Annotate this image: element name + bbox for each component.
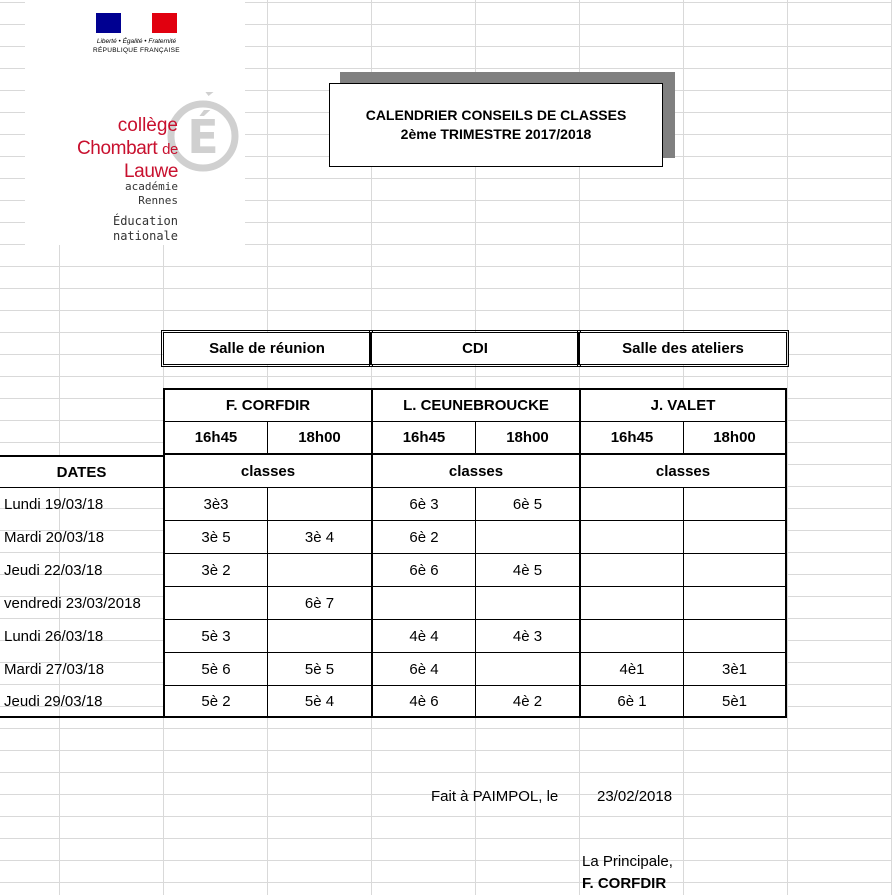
schedule-cell[interactable]	[579, 587, 683, 620]
college-name: Chombart de Lauwe	[76, 138, 178, 182]
schedule-cell[interactable]: 6è 1	[579, 686, 683, 718]
schedule-cell[interactable]: 5è 6	[163, 653, 267, 686]
dates-header[interactable]: DATES	[0, 455, 163, 488]
schedule-cell[interactable]	[475, 587, 579, 620]
schedule-cell[interactable]	[579, 488, 683, 521]
schedule-cell[interactable]: 6è 3	[371, 488, 475, 521]
footer-role[interactable]: La Principale,	[582, 853, 673, 870]
classes-header-1[interactable]: classes	[163, 455, 371, 488]
schedule-cell[interactable]	[683, 488, 787, 521]
schedule-cell[interactable]: 4è 6	[371, 686, 475, 718]
schedule-cell[interactable]	[475, 653, 579, 686]
schedule-cell[interactable]	[579, 521, 683, 554]
time-header-2[interactable]: 18h00	[267, 422, 371, 455]
title-box[interactable]	[329, 83, 663, 167]
schedule-cell[interactable]	[683, 620, 787, 653]
time-header-1[interactable]: 16h45	[163, 422, 267, 455]
schedule-cell[interactable]: 4è 4	[371, 620, 475, 653]
schedule-cell[interactable]: 5è 2	[163, 686, 267, 718]
room-header-2[interactable]: CDI	[371, 332, 579, 365]
footer-date[interactable]: 23/02/2018	[597, 788, 673, 805]
footer-place[interactable]: Fait à PAIMPOL, le	[431, 788, 559, 805]
schedule-cell[interactable]	[371, 587, 475, 620]
schedule-cell[interactable]: 6è 6	[371, 554, 475, 587]
room-header-3[interactable]: Salle des ateliers	[579, 332, 787, 365]
date-cell[interactable]: vendredi 23/03/2018	[4, 595, 141, 612]
date-cell[interactable]: Jeudi 29/03/18	[0, 686, 163, 718]
schedule-cell[interactable]: 3è 2	[163, 554, 267, 587]
schedule-cell[interactable]	[267, 488, 371, 521]
schedule-cell[interactable]	[683, 521, 787, 554]
schedule-cell[interactable]: 6è 2	[371, 521, 475, 554]
title-line-2: 2ème TRIMESTRE 2017/2018	[400, 126, 592, 142]
title-line-1: CALENDRIER CONSEILS DE CLASSES	[365, 107, 627, 123]
classes-header-2[interactable]: classes	[371, 455, 579, 488]
schedule-cell[interactable]: 5è 4	[267, 686, 371, 718]
schedule-cell[interactable]: 5è 5	[267, 653, 371, 686]
schedule-cell[interactable]: 6è 7	[267, 587, 371, 620]
time-header-5[interactable]: 16h45	[579, 422, 683, 455]
schedule-cell[interactable]	[683, 587, 787, 620]
schedule-cell[interactable]: 4è 3	[475, 620, 579, 653]
teacher-header-2[interactable]: L. CEUNEBROUCKE	[371, 388, 579, 422]
schedule-cell[interactable]: 4è1	[579, 653, 683, 686]
date-cell[interactable]: Mardi 20/03/18	[4, 529, 105, 546]
academie-name: Rennes	[138, 194, 178, 207]
republic-country: RÉPUBLIQUE FRANÇAISE	[93, 47, 180, 54]
schedule-cell[interactable]	[267, 620, 371, 653]
schedule-cell[interactable]: 3è3	[163, 488, 267, 521]
college-word: collège	[117, 115, 178, 136]
schedule-cell[interactable]: 4è 2	[475, 686, 579, 718]
schedule-cell[interactable]: 3è1	[683, 653, 787, 686]
schedule-cell[interactable]: 5è 3	[163, 620, 267, 653]
republic-motto: Liberté • Égalité • Fraternité	[96, 38, 177, 45]
footer-signatory[interactable]: F. CORFDIR	[582, 875, 667, 892]
teacher-header-1[interactable]: F. CORFDIR	[163, 388, 371, 422]
schedule-cell[interactable]	[683, 554, 787, 587]
nationale-label: nationale	[112, 229, 178, 243]
republic-flag-logo	[96, 13, 177, 33]
schedule-cell[interactable]: 6è 4	[371, 653, 475, 686]
room-header-1[interactable]: Salle de réunion	[163, 332, 371, 365]
logo-letter: É	[187, 110, 219, 164]
schedule-cell[interactable]: 3è 5	[163, 521, 267, 554]
schedule-cell[interactable]	[267, 554, 371, 587]
schedule-cell[interactable]	[475, 521, 579, 554]
teacher-header-3[interactable]: J. VALET	[579, 388, 787, 422]
time-header-3[interactable]: 16h45	[371, 422, 475, 455]
schedule-cell[interactable]	[163, 587, 267, 620]
schedule-cell[interactable]	[579, 620, 683, 653]
schedule-cell[interactable]: 4è 5	[475, 554, 579, 587]
logo-area	[25, 0, 245, 245]
academie-label: académie	[125, 180, 178, 193]
schedule-cell[interactable]: 3è 4	[267, 521, 371, 554]
classes-header-3[interactable]: classes	[579, 455, 787, 488]
schedule-cell[interactable]: 6è 5	[475, 488, 579, 521]
time-header-6[interactable]: 18h00	[683, 422, 787, 455]
date-cell[interactable]: Lundi 26/03/18	[4, 628, 104, 645]
time-header-4[interactable]: 18h00	[475, 422, 579, 455]
education-label: Éducation	[112, 214, 178, 228]
date-cell[interactable]: Lundi 19/03/18	[4, 496, 104, 513]
date-cell[interactable]: Mardi 27/03/18	[4, 661, 105, 678]
date-cell[interactable]: Jeudi 22/03/18	[4, 562, 103, 579]
schedule-cell[interactable]: 5è1	[683, 686, 787, 718]
schedule-cell[interactable]	[579, 554, 683, 587]
